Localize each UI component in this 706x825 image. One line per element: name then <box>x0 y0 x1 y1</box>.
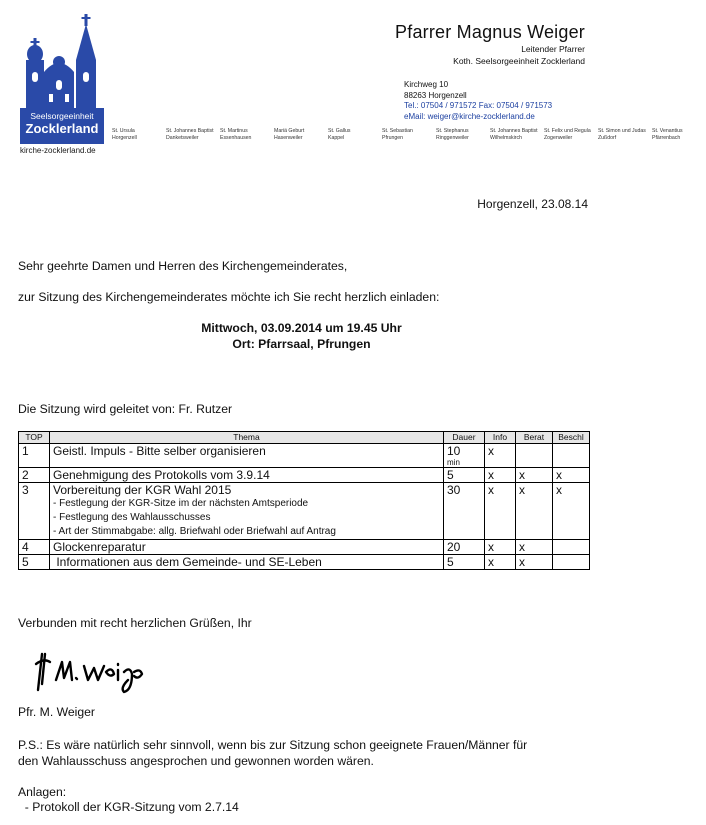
agenda-beschl-cell: x <box>553 483 590 540</box>
parish-name: St. Felix und Regula <box>544 128 591 134</box>
agenda-thema-text: Genehmigung des Protokolls vom 3.9.14 <box>53 468 270 482</box>
agenda-subpoint: - Festlegung des Wahlausschusses <box>53 512 211 523</box>
agenda-info-cell: x <box>485 483 516 540</box>
agenda-duration-value: 30 <box>447 483 461 497</box>
pastoral-unit: Koth. Seelsorgeeinheit Zocklerland <box>453 56 585 66</box>
parish-place: Essenhausen <box>220 134 252 141</box>
address-phone: Tel.: 07504 / 971572 Fax: 07504 / 971573 <box>404 101 553 110</box>
ps-line-2: den Wahlausschuss angesprochen und gewonnen worden wären. <box>18 754 374 768</box>
agenda-row <box>19 555 590 570</box>
agenda-info-cell: x <box>485 540 516 555</box>
agenda-subpoint: - Festlegung der KGR-Sitze im der nächsten Amtsperiode <box>53 498 309 509</box>
agenda-duration-cell <box>444 444 485 468</box>
agenda-header-berat: Berat <box>516 432 553 444</box>
agenda-top-cell: 3 <box>19 483 50 540</box>
agenda-berat-cell <box>516 444 553 468</box>
priest-role: Leitender Pfarrer <box>521 44 585 54</box>
attachments-label: Anlagen: <box>18 785 67 799</box>
handwritten-signature-icon <box>34 650 146 696</box>
agenda-row <box>19 483 590 540</box>
parish-place: Ringgenweiler <box>436 134 469 141</box>
parish-item <box>544 128 598 141</box>
parish-place: Zogenweiler <box>544 134 573 141</box>
agenda-beschl-cell <box>553 444 590 468</box>
parish-name: St. Stephanus <box>436 128 469 134</box>
parish-name: St. Martinus <box>220 128 248 134</box>
signature <box>34 650 146 701</box>
parish-item <box>274 128 328 141</box>
agenda-berat-cell: x <box>516 468 553 483</box>
agenda-subpoint: - Art der Stimmabgabe: allg. Briefwahl oder Briefwahl auf Antrag <box>53 526 336 537</box>
agenda-duration-value: 10 <box>447 444 461 458</box>
agenda-berat-cell: x <box>516 540 553 555</box>
parish-name: St. Venantius <box>652 128 683 134</box>
parish-name: St. Johannes Baptist <box>490 128 538 134</box>
agenda-thema-cell <box>50 483 444 540</box>
parish-place: Pfärrenbach <box>652 134 681 141</box>
parish-item <box>382 128 436 141</box>
agenda-thema-cell <box>50 555 444 570</box>
address-street: Kirchweg 10 <box>404 80 449 89</box>
intro-text: zur Sitzung des Kirchengemeinderates möchte ich Sie recht herzlich einladen: <box>18 290 440 304</box>
agenda-info-cell: x <box>485 468 516 483</box>
agenda-top-cell: 5 <box>19 555 50 570</box>
agenda-row <box>19 444 590 468</box>
agenda-top-cell: 1 <box>19 444 50 468</box>
parish-place: Wilhelmskirch <box>490 134 522 141</box>
agenda-thema-text: Vorbereitung der KGR Wahl 2015 <box>53 483 232 497</box>
parish-name: St. Ursula <box>112 128 135 134</box>
agenda-header-dauer: Dauer <box>444 432 485 444</box>
agenda-duration-cell <box>444 540 485 555</box>
parish-name: St. Johannes Baptist <box>166 128 214 134</box>
parish-place: Pfrungen <box>382 134 404 141</box>
agenda-header-top: TOP <box>19 432 50 444</box>
agenda-row <box>19 540 590 555</box>
agenda-row <box>19 468 590 483</box>
agenda-beschl-cell <box>553 555 590 570</box>
address-email: eMail: weiger@kirche-zocklerland.de <box>404 111 535 121</box>
parish-item <box>652 128 706 141</box>
agenda-duration-value: 5 <box>447 555 454 569</box>
agenda-duration-value: 20 <box>447 540 461 554</box>
agenda-berat-cell: x <box>516 555 553 570</box>
closing-text: Verbunden mit recht herzlichen Grüßen, Ihr <box>18 616 252 630</box>
parish-item <box>490 128 544 141</box>
agenda-thema-cell <box>50 468 444 483</box>
letter-date: Horgenzell, 23.08.14 <box>477 197 588 211</box>
logo-text-line2: Zocklerland <box>25 121 99 136</box>
agenda-duration-value: 5 <box>447 468 454 482</box>
agenda-header-beschl: Beschl <box>553 432 590 444</box>
parish-item <box>220 128 274 141</box>
address-city: 88263 Horgenzell <box>404 90 467 100</box>
logo-url: kirche-zocklerland.de <box>20 146 96 155</box>
parish-name: St. Simon und Judas <box>598 128 646 134</box>
agenda-info-cell: x <box>485 444 516 468</box>
parish-item <box>112 128 166 141</box>
parish-name: Mariä Geburt <box>274 128 305 134</box>
meeting-time: Mittwoch, 03.09.2014 um 19.45 Uhr <box>201 321 402 335</box>
logo <box>18 10 104 144</box>
agenda-duration-cell <box>444 555 485 570</box>
parish-name: St. Gallus <box>328 128 351 134</box>
signer-name: Pfr. M. Weiger <box>18 705 95 719</box>
agenda-info-cell: x <box>485 555 516 570</box>
parish-item <box>166 128 220 141</box>
parish-place: Danketsweiler <box>166 134 199 141</box>
ps-line-1: P.S.: Es wäre natürlich sehr sinnvoll, wenn bis zur Sitzung schon geeignete Frauen/Männer für <box>18 738 528 752</box>
parish-name: St. Sebastian <box>382 128 413 134</box>
agenda-top-cell: 2 <box>19 468 50 483</box>
agenda-thema-cell <box>50 444 444 468</box>
salutation: Sehr geehrte Damen und Herren des Kirchengemeinderates, <box>18 259 348 273</box>
agenda-beschl-cell <box>553 540 590 555</box>
meeting-location: Ort: Pfarrsaal, Pfrungen <box>232 337 371 351</box>
priest-name: Pfarrer Magnus Weiger <box>395 22 585 42</box>
agenda-header-row <box>19 432 590 444</box>
agenda-header-info: Info <box>485 432 516 444</box>
parish-item <box>598 128 652 141</box>
agenda-header-thema: Thema <box>50 432 444 444</box>
agenda-thema-text: Glockenreparatur <box>53 540 146 554</box>
agenda-thema-text: Geistl. Impuls - Bitte selber organisieren <box>53 444 266 458</box>
agenda-thema-text: Informationen aus dem Gemeinde- und SE-Leben <box>53 555 322 569</box>
parish-place: Zußdorf <box>598 134 617 141</box>
parish-list <box>112 128 706 141</box>
address-block <box>404 80 552 122</box>
agenda-thema-cell <box>50 540 444 555</box>
agenda-berat-cell: x <box>516 483 553 540</box>
meeting-led-by: Die Sitzung wird geleitet von: Fr. Rutzer <box>18 402 233 416</box>
agenda-beschl-cell: x <box>553 468 590 483</box>
agenda-duration-unit: min <box>447 458 460 467</box>
parish-place: Horgenzell <box>112 134 137 141</box>
agenda-table <box>18 431 590 570</box>
logo-text-line1: Seelsorgeeinheit <box>30 111 94 121</box>
agenda-duration-cell <box>444 483 485 540</box>
parish-item <box>328 128 382 141</box>
parish-place: Hasenweiler <box>274 134 303 141</box>
attachment-item: - Protokoll der KGR-Sitzung vom 2.7.14 <box>18 800 239 814</box>
agenda-duration-cell <box>444 468 485 483</box>
parish-place: Kappel <box>328 134 345 141</box>
agenda-top-cell: 4 <box>19 540 50 555</box>
parish-item <box>436 128 490 141</box>
